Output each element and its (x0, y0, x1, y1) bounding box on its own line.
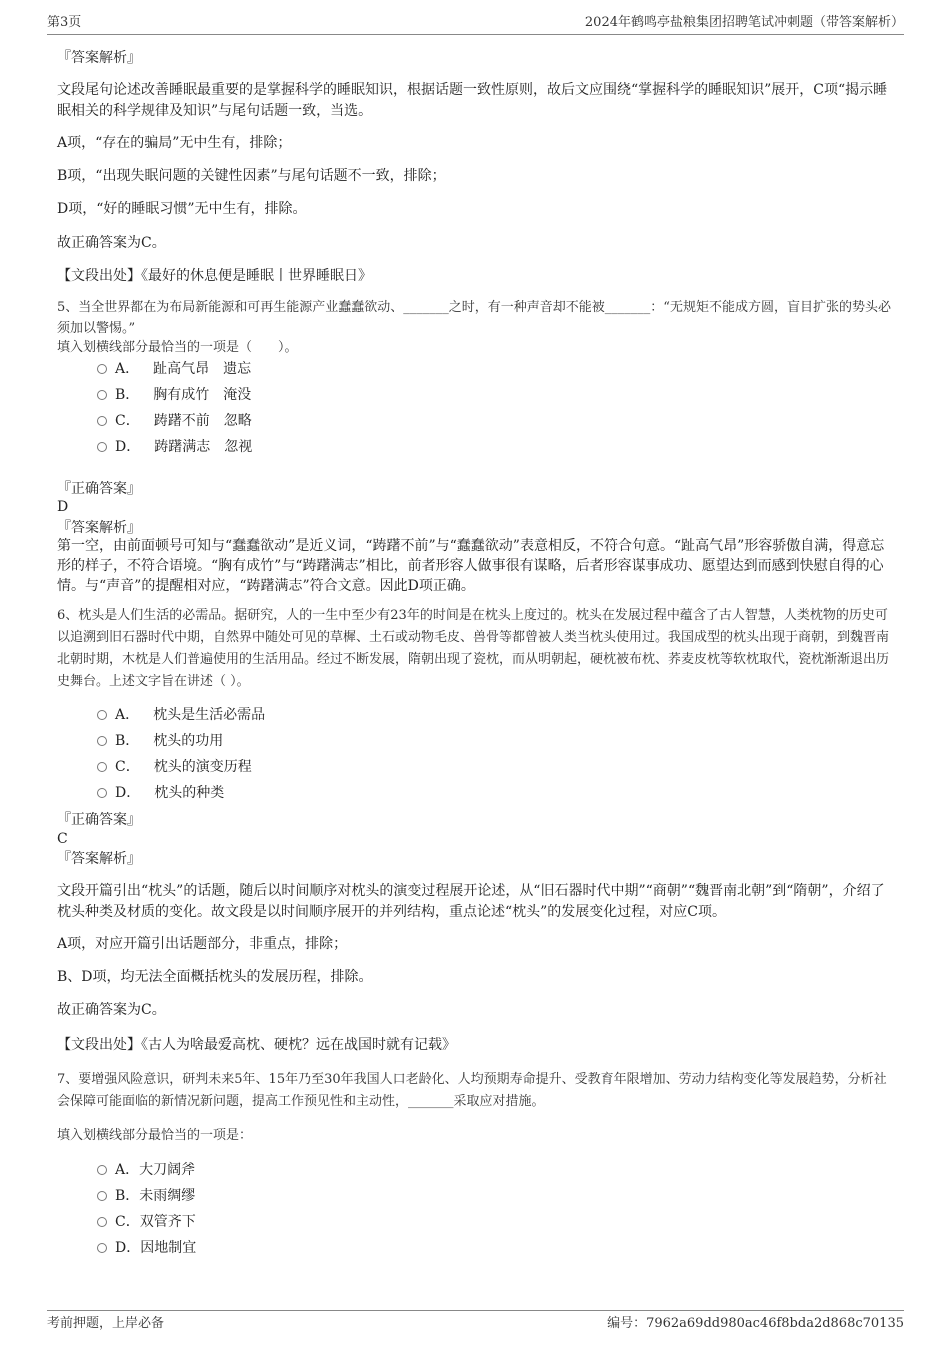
option-letter: C． (115, 759, 140, 775)
radio-icon[interactable] (97, 762, 107, 772)
q6-analysis-bd: B、D项，均无法全面概括枕头的发展历程，排除。 (57, 969, 373, 985)
q5-option-d[interactable] (97, 437, 252, 457)
option-text: 双管齐下 (139, 1214, 196, 1230)
radio-icon[interactable] (97, 710, 107, 720)
option-word-1: 踌躇不前 (153, 413, 210, 429)
q6-option-a[interactable] (97, 705, 265, 725)
option-letter: C． (115, 413, 140, 429)
q4-analysis-label: 『答案解析』 (57, 50, 141, 66)
option-text: 未雨绸缪 (139, 1188, 196, 1204)
q5-stem-c: ：“无规矩不能成方圆，盲目扩张的势头必须加以警惕。” (57, 300, 891, 336)
q6-analysis: 文段开篇引出“枕头”的话题，随后以时间顺序对枕头的演变过程展开论述，从“旧石器时代中期”“商朝”“魏晋南北朝”到“隋朝”，介绍了枕头种类及材质的变化。故文段是以时间顺序展开的并列结构，重点论述“枕头”的发展变化过程，对应C项。 (57, 883, 885, 920)
q5-analysis: 第一空，由前面顿号可知与“蠢蠢欲动”是近义词，“踌躇不前”与“蠢蠢欲动”表意相反，不符合句意。“趾高气昂”形容骄傲自满，得意忘形的样子，不符合语境。“胸有成竹”与“踌躇满志”相比，前者形容人做事很有谋略，后者形容谋事成功、愿望达到而感到快慰自得的心情。与“声音”的提醒相对应，“踌躇满志”符合文意。因此D项正确。 (57, 538, 885, 594)
q7-option-a[interactable] (97, 1160, 195, 1180)
q6-source: 【文段出处】《古人为啥最爱高枕、硬枕？远在战国时就有记载》 (57, 1037, 456, 1053)
q5-option-b[interactable] (97, 385, 251, 405)
option-letter: A． (115, 707, 140, 723)
q6-answer: C (57, 831, 68, 847)
q7-option-c[interactable] (97, 1212, 196, 1232)
q4-analysis-d: D项，“好的睡眠习惯”无中生有，排除。 (57, 201, 307, 217)
radio-icon[interactable] (97, 1191, 107, 1201)
option-text: 大刀阔斧 (139, 1162, 196, 1178)
option-word-2: 忽视 (224, 439, 253, 455)
radio-icon[interactable] (97, 736, 107, 746)
option-letter: B． (115, 387, 140, 403)
radio-icon[interactable] (97, 788, 107, 798)
radio-icon[interactable] (97, 364, 107, 374)
option-letter: A． (115, 1162, 140, 1178)
q5-analysis-label: 『答案解析』 (57, 520, 141, 536)
q6-answer-label: 『正确答案』 (57, 812, 141, 828)
option-text: 枕头是生活必需品 (153, 707, 266, 723)
radio-icon[interactable] (97, 442, 107, 452)
q5-answer-label: 『正确答案』 (57, 481, 141, 497)
q7-blank: _______ (408, 1094, 454, 1109)
q6-option-c[interactable] (97, 757, 252, 777)
q6-analysis-label: 『答案解析』 (57, 851, 141, 867)
page-footer (47, 1310, 904, 1333)
page-number: 第3页 (47, 15, 82, 30)
q5-prompt: 填入划横线部分最恰当的一项是（ ）。 (57, 340, 298, 355)
q6-stem: 6、枕头是人们生活的必需品。据研究，人的一生中至少有23年的时间是在枕头上度过的。枕头在发展过程中蕴含了古人智慧，人类枕物的历史可以追溯到旧石器时代中期，自然界中随处可见的草樨、土石或动物毛皮、兽骨等都曾被人类当枕头使用过。我国成型的枕头出现于商朝，到魏晋南北朝时期，木枕是人们普遍使用的生活用品。经过不断发展，隋朝出现了瓷枕，而从明朝起，硬枕被布枕、荞麦皮枕等软枕取代，瓷枕渐渐退出历史舞台。上述文字旨在讲述（ ）。 (57, 608, 890, 689)
option-word-2: 忽略 (223, 413, 252, 429)
q6-conclusion: 故正确答案为C。 (57, 1002, 166, 1018)
document-title: 2024年鹤鸣亭盐粮集团招聘笔试冲刺题（带答案解析） (584, 15, 904, 30)
q5-option-a[interactable] (97, 359, 251, 379)
q5-option-c[interactable] (97, 411, 252, 431)
option-letter: C． (115, 1214, 140, 1230)
q4-analysis-b: B项，“出现失眠问题的关键性因素”与尾句话题不一致，排除； (57, 168, 446, 184)
q5-blank-1: _______ (403, 300, 449, 315)
option-word-1: 趾高气昂 (153, 361, 210, 377)
radio-icon[interactable] (97, 416, 107, 426)
document-code: 编号：7962a69dd980ac46f8bda2d868c70135 (607, 1316, 904, 1331)
q7-stem (57, 1069, 897, 1113)
radio-icon[interactable] (97, 1165, 107, 1175)
q5-answer: D (57, 499, 69, 515)
option-word-1: 胸有成竹 (153, 387, 210, 403)
radio-icon[interactable] (97, 390, 107, 400)
q7-stem-b: 采取应对措施。 (453, 1094, 545, 1109)
option-letter: D． (115, 785, 141, 801)
q7-option-d[interactable] (97, 1238, 196, 1258)
footer-slogan: 考前押题，上岸必备 (47, 1316, 165, 1331)
q5-stem (57, 297, 897, 339)
page-header (47, 12, 904, 35)
radio-icon[interactable] (97, 1243, 107, 1253)
q4-analysis-a: A项，“存在的骗局”无中生有，排除； (57, 135, 292, 151)
option-letter: D． (115, 439, 141, 455)
option-text: 枕头的演变历程 (153, 759, 252, 775)
q5-stem-b: 之时，有一种声音却不能被 (448, 300, 605, 315)
q5-blank-2: _______ (604, 300, 651, 315)
option-word-2: 遗忘 (223, 361, 252, 377)
q4-analysis: 文段尾句论述改善睡眠最重要的是掌握科学的睡眠知识，根据话题一致性原则，故后文应围绕“掌握科学的睡眠知识”展开，C项“揭示睡眠相关的科学规律及知识”与尾句话题一致，当选。 (57, 82, 888, 119)
q6-option-d[interactable] (97, 783, 224, 803)
option-letter: A． (115, 361, 140, 377)
option-text: 枕头的种类 (154, 785, 225, 801)
option-text: 枕头的功用 (153, 733, 224, 749)
q7-stem-a: 7、要增强风险意识，研判未来5年、15年乃至30年我国人口老龄化、人均预期寿命提升、受教育年限增加、劳动力结构变化等发展趋势，分析社会保障可能面临的新情况新问题，提高工作预见性和主动性， (57, 1072, 887, 1109)
q5-stem-a: 5、当全世界都在为布局新能源和可再生能源产业蠢蠢欲动、 (57, 300, 404, 315)
q7-option-b[interactable] (97, 1186, 195, 1206)
q4-source: 【文段出处】《最好的休息便是睡眠丨世界睡眠日》 (57, 268, 372, 284)
q6-option-b[interactable] (97, 731, 223, 751)
option-word-2: 淹没 (223, 387, 252, 403)
radio-icon[interactable] (97, 1217, 107, 1227)
option-letter: B． (115, 733, 140, 749)
option-letter: D． (115, 1240, 141, 1256)
q4-conclusion: 故正确答案为C。 (57, 235, 166, 251)
option-text: 因地制宜 (140, 1240, 197, 1256)
option-letter: B． (115, 1188, 140, 1204)
option-word-1: 踌躇满志 (154, 439, 211, 455)
q6-analysis-a: A项，对应开篇引出话题部分，非重点，排除； (57, 936, 348, 952)
q7-prompt: 填入划横线部分最恰当的一项是： (57, 1128, 253, 1143)
